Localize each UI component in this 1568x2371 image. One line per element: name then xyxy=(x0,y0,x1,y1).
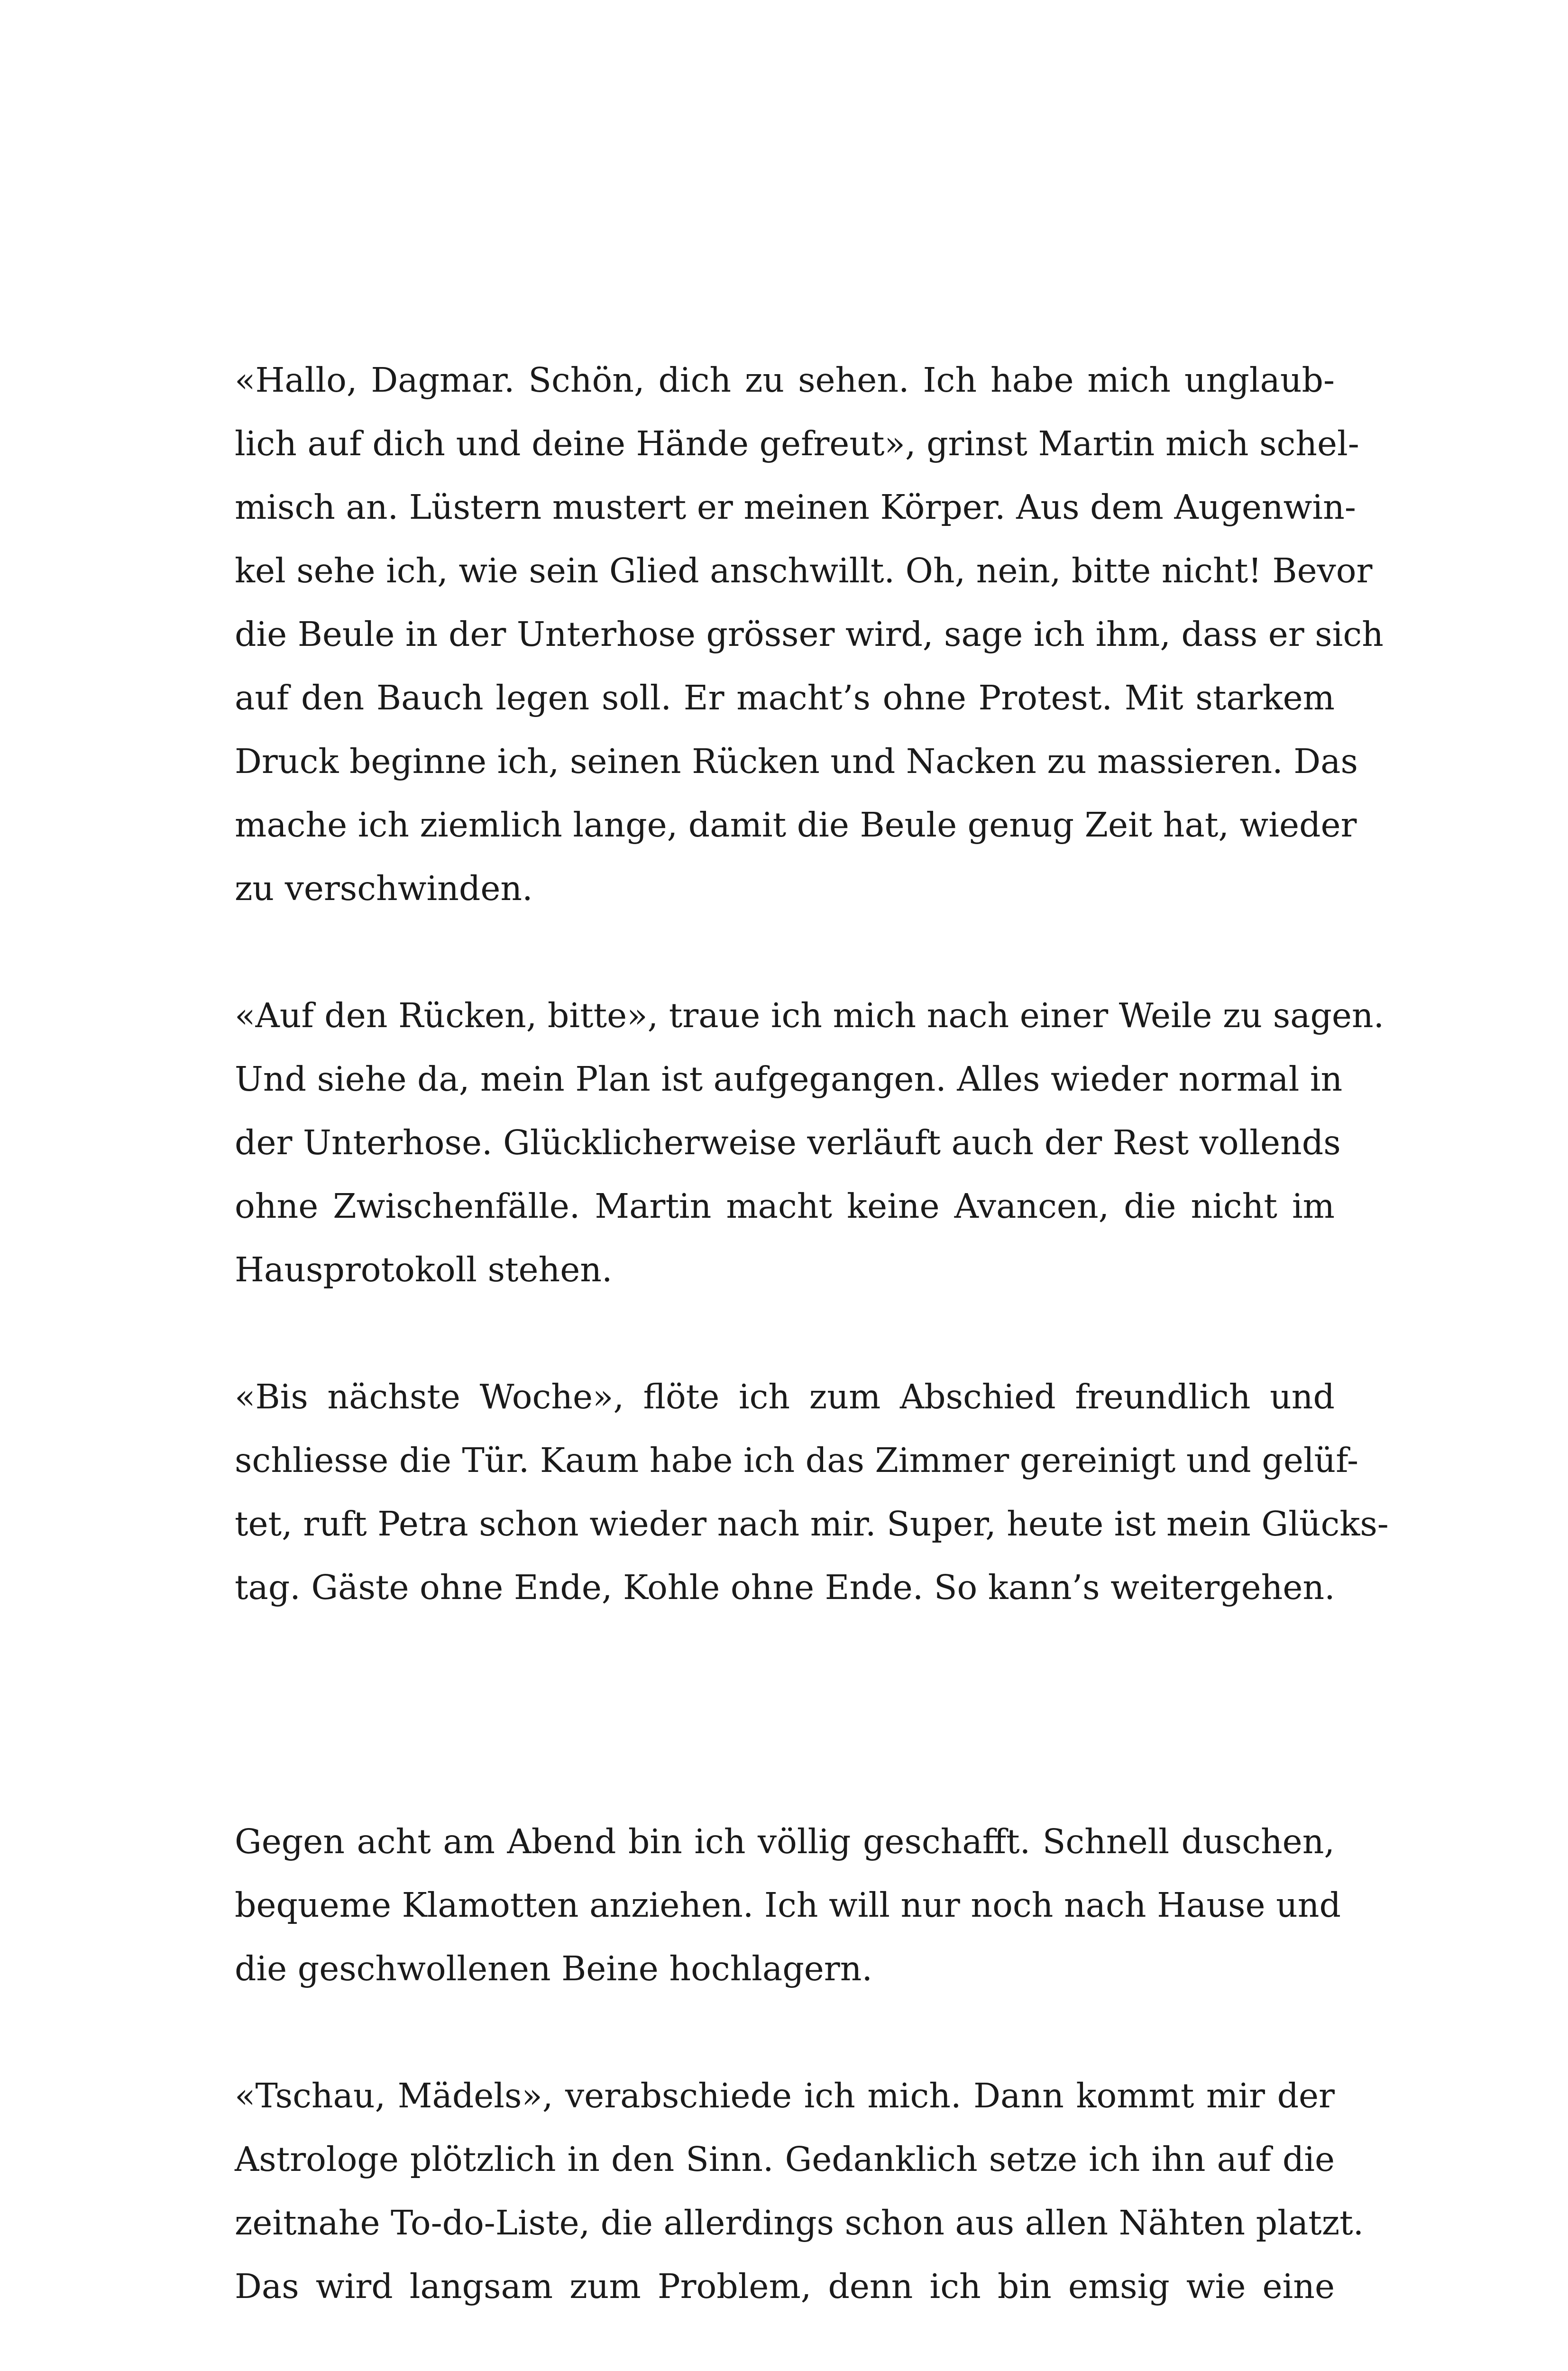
text-line: schliesse die Tür. Kaum habe ich das Zimmer gereinigt und gelüf- xyxy=(235,1441,1359,1480)
text-line: Gegen acht am Abend bin ich völlig geschafft. Schnell duschen, xyxy=(235,1822,1335,1861)
text-line: «Auf den Rücken, bitte», traue ich mich nach einer Weile zu sagen. xyxy=(235,996,1385,1035)
text-line: auf den Bauch legen soll. Er macht’s ohne Protest. Mit starkem xyxy=(235,678,1335,717)
text-line: «Hallo, Dagmar. Schön, dich zu sehen. Ich habe mich unglaub- xyxy=(235,360,1335,400)
text-line: Und siehe da, mein Plan ist aufgegangen. Alles wieder normal in xyxy=(235,1059,1343,1099)
text-line: tag. Gäste ohne Ende, Kohle ohne Ende. So kann’s weitergehen. xyxy=(235,1568,1335,1607)
paragraph-5 xyxy=(235,2064,1364,2318)
text-line: Hausprotokoll stehen. xyxy=(235,1250,613,1289)
text-line: zu verschwinden. xyxy=(235,869,533,908)
text-line: bequeme Klamotten anziehen. Ich will nur noch nach Hause und xyxy=(235,1885,1341,1925)
text-line: kel sehe ich, wie sein Glied anschwillt. Oh, nein, bitte nicht! Bevor xyxy=(235,551,1373,590)
paragraph-spacer xyxy=(235,920,1335,984)
text-line: «Bis nächste Woche», flöte ich zum Abschied freundlich und xyxy=(235,1377,1335,1416)
paragraph-4 xyxy=(235,1810,1341,2001)
text-line: Astrologe plötzlich in den Sinn. Gedanklich setze ich ihn auf die xyxy=(235,2140,1335,2179)
text-line: lich auf dich und deine Hände gefreut», grinst Martin mich schel- xyxy=(235,424,1359,463)
text-line: «Tschau, Mädels», verabschiede ich mich. Dann kommt mir der xyxy=(235,2076,1335,2115)
text-line: die geschwollenen Beine hochlagern. xyxy=(235,1949,873,1988)
paragraph-spacer xyxy=(235,2001,1335,2064)
text-line: tet, ruft Petra schon wieder nach mir. Super, heute ist mein Glücks- xyxy=(235,1504,1389,1544)
text-line: die Beule in der Unterhose grösser wird, sage ich ihm, dass er sich xyxy=(235,615,1384,654)
text-line: misch an. Lüstern mustert er meinen Körper. Aus dem Augenwin- xyxy=(235,487,1356,527)
text-line: Druck beginne ich, seinen Rücken und Nacken zu massieren. Das xyxy=(235,742,1358,781)
text-line: mache ich ziemlich lange, damit die Beule genug Zeit hat, wieder xyxy=(235,805,1357,845)
paragraph-1 xyxy=(235,349,1384,920)
section-break xyxy=(235,1619,1335,1810)
text-line: ohne Zwischenfälle. Martin macht keine Avancen, die nicht im xyxy=(235,1186,1335,1226)
text-line: zeitnahe To-do-Liste, die allerdings schon aus allen Nähten platzt. xyxy=(235,2203,1364,2242)
paragraph-3 xyxy=(235,1365,1389,1619)
text-line: der Unterhose. Glücklicherweise verläuft auch der Rest vollends xyxy=(235,1123,1341,1162)
paragraph-2 xyxy=(235,984,1385,1302)
paragraph-spacer xyxy=(235,1302,1335,1365)
text-line: Das wird langsam zum Problem, denn ich bin emsig wie eine xyxy=(235,2267,1335,2306)
body-text xyxy=(235,349,1389,2318)
